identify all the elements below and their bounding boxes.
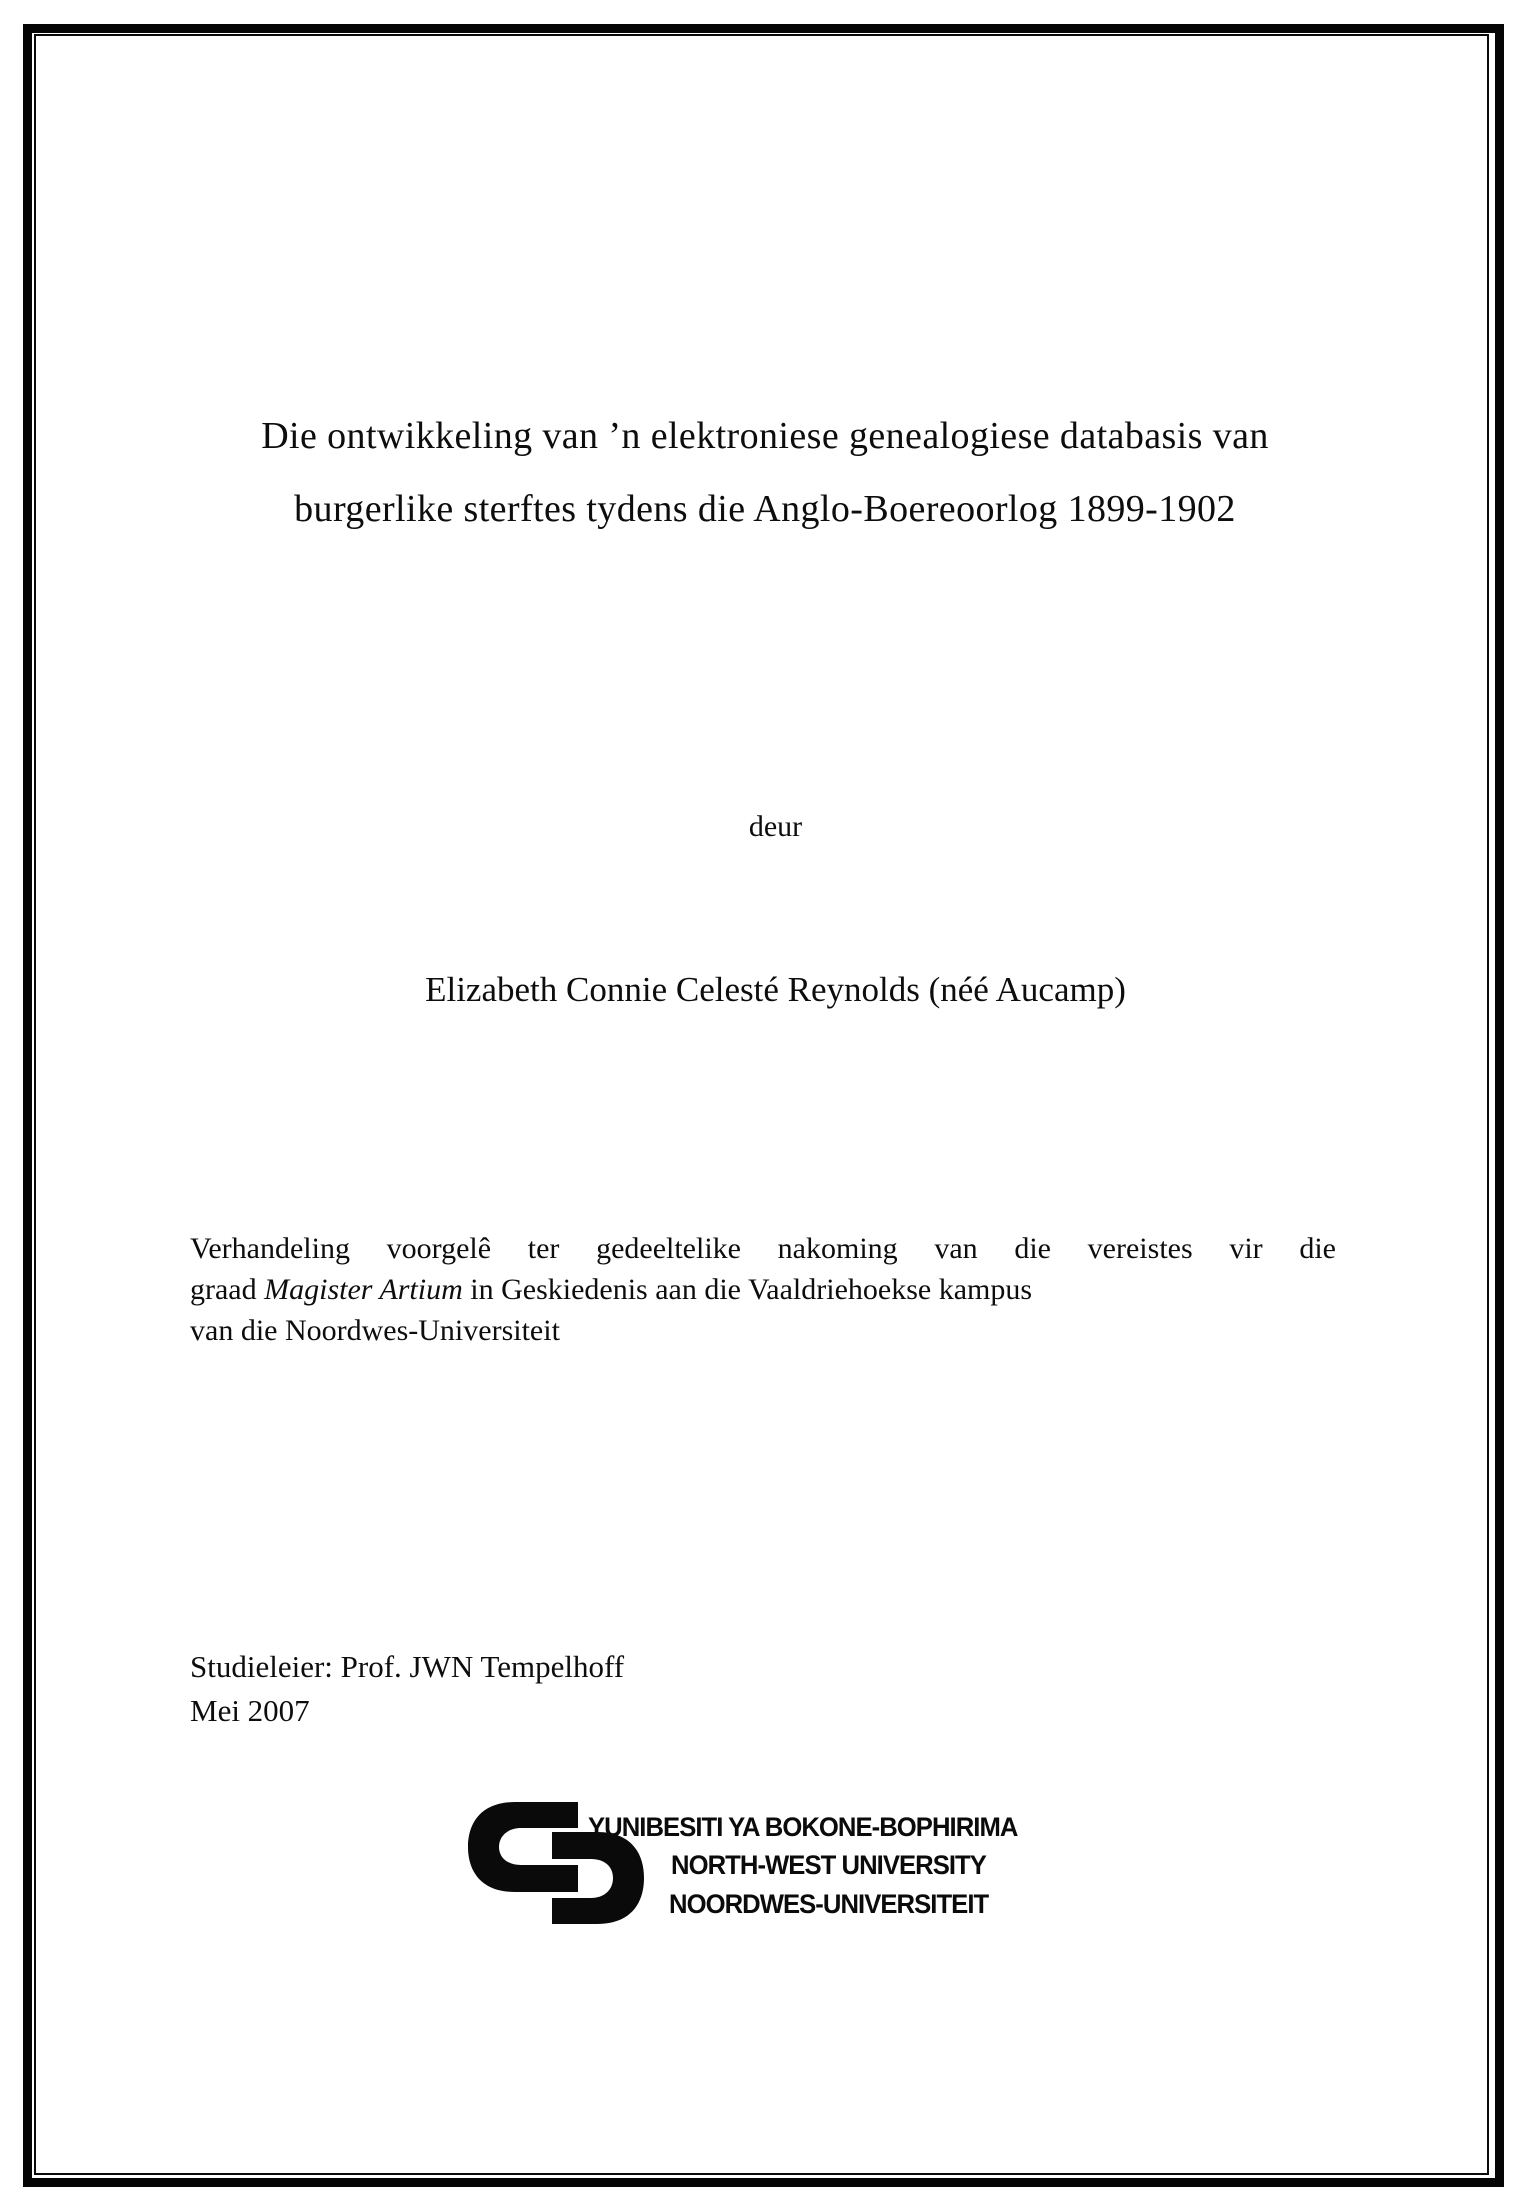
logo-text-line3: NOORDWES-UNIVERSITEIT [669, 1889, 989, 1919]
thesis-title [170, 400, 1360, 546]
logo-text-line2: NORTH-WEST UNIVERSITY [671, 1850, 986, 1880]
degree-name-italic: Magister Artium [264, 1273, 463, 1306]
byline-label: deur [748, 810, 803, 843]
supervisor-line: Studieleier: Prof. JWN Tempelhoff [190, 1649, 625, 1684]
supervisor-block [190, 1645, 624, 1733]
degree-statement-line3: van die Noordwes-Universiteit [190, 1314, 560, 1347]
author-name: Elizabeth Connie Celesté Reynolds (néé Aucamp) [425, 970, 1126, 1009]
logo-text-line1: YUNIBESITI YA BOKONE-BOPHIRIMA [588, 1812, 1018, 1842]
degree-statement-line2-prefix: graad [190, 1273, 265, 1306]
date-line: Mei 2007 [190, 1693, 310, 1728]
thesis-title-line2: burgerlike sterftes tydens die Anglo-Boereoorlog 1899-1902 [294, 488, 1236, 530]
degree-statement [190, 1228, 1336, 1351]
degree-statement-line1: Verhandeling voorgelê ter gedeeltelike nakoming van die vereistes vir die [190, 1232, 1336, 1265]
thesis-title-line1: Die ontwikkeling van ’n elektroniese genealogiese databasis van [261, 415, 1269, 457]
university-logo [468, 1802, 1088, 1932]
degree-statement-line2-suffix: in Geskiedenis aan die Vaaldriehoekse kampus [462, 1273, 1033, 1306]
degree-statement-line2 [190, 1269, 1336, 1310]
